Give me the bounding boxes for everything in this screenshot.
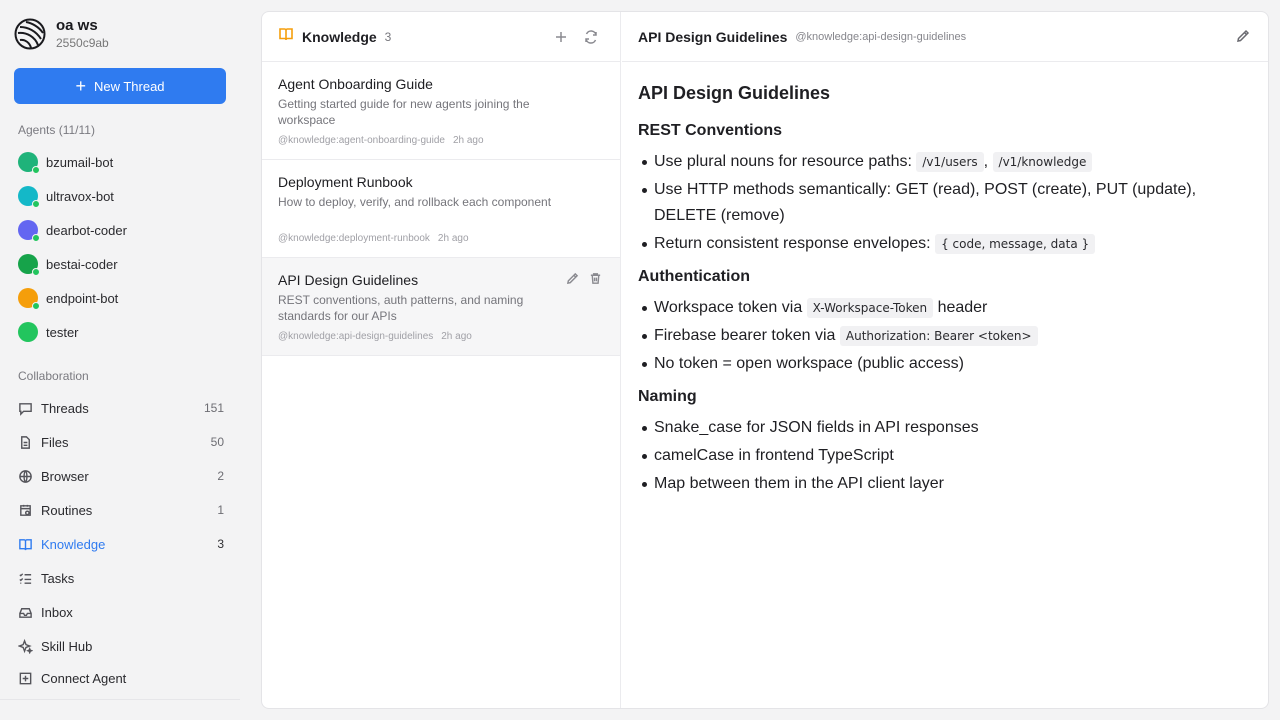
nav-item-knowledge[interactable] <box>18 532 224 556</box>
naming-list <box>638 415 1254 497</box>
nav-count: 3 <box>217 537 224 551</box>
list-item <box>638 231 1254 257</box>
knowledge-item-meta <box>278 135 484 146</box>
sparkle-icon <box>18 639 33 654</box>
knowledge-title: Knowledge <box>302 28 377 45</box>
knowledge-count: 3 <box>384 29 392 44</box>
inline-code: /v1/users <box>916 152 983 172</box>
bullet-text: Return consistent response envelopes: <box>654 235 931 252</box>
nav-label: Tasks <box>41 570 75 586</box>
list-item <box>638 149 1254 175</box>
knowledge-item-time: 2h ago <box>452 135 484 146</box>
agent-avatar <box>18 152 38 172</box>
agent-avatar <box>18 186 38 206</box>
knowledge-item-title: API Design Guidelines <box>278 272 419 288</box>
nav-label: Threads <box>41 400 89 416</box>
agent-name: endpoint-bot <box>46 290 119 306</box>
agent-item-dearbot-coder[interactable] <box>18 218 228 242</box>
new-thread-label: New Thread <box>93 78 165 94</box>
knowledge-item-desc: Getting started guide for new agents joining the workspace <box>278 97 530 127</box>
nav-label: Inbox <box>41 604 73 620</box>
list-item: Snake_case for JSON fields in API responses <box>638 415 1254 441</box>
knowledge-item-selected[interactable] <box>262 258 620 356</box>
edit-document-button[interactable] <box>1236 29 1250 48</box>
auth-list <box>638 295 1254 377</box>
calendar-clock-icon <box>18 503 33 518</box>
plus-square-icon <box>18 671 33 686</box>
knowledge-detail-pane <box>622 12 1269 708</box>
workspace-logo-icon <box>14 18 46 50</box>
list-item: Use HTTP methods semantically: GET (read), POST (create), PUT (update), DELETE (remove) <box>638 177 1254 229</box>
inline-code: { code, message, data } <box>935 234 1095 254</box>
nav-item-tasks[interactable] <box>18 566 224 590</box>
inline-code: Authorization: Bearer <token> <box>840 326 1038 346</box>
trash-icon <box>589 272 602 285</box>
online-status-dot <box>32 200 40 208</box>
knowledge-item-actions <box>566 272 602 290</box>
book-icon <box>278 26 294 47</box>
online-status-dot <box>32 268 40 276</box>
knowledge-item-slug: @knowledge:deployment-runbook <box>278 233 430 244</box>
inbox-icon <box>18 605 33 620</box>
collaboration-section-label: Collaboration <box>18 369 89 383</box>
nav-item-files[interactable] <box>18 430 224 454</box>
workspace-id: 2550c9ab <box>56 36 109 50</box>
knowledge-item-slug: @knowledge:agent-onboarding-guide <box>278 135 445 146</box>
book-icon <box>18 537 33 552</box>
nav-item-connect-agent[interactable] <box>18 666 224 690</box>
section-heading-naming: Naming <box>638 388 697 405</box>
nav-item-threads[interactable] <box>18 396 224 420</box>
refresh-icon <box>584 30 598 44</box>
knowledge-item-meta <box>278 233 469 244</box>
knowledge-list-header <box>262 12 620 62</box>
separator: , <box>983 153 989 170</box>
main-panel <box>261 11 1269 709</box>
agent-name: ultravox-bot <box>46 188 114 204</box>
knowledge-list-pane <box>262 12 621 708</box>
online-status-dot <box>32 302 40 310</box>
doc-heading: API Design Guidelines <box>638 83 831 103</box>
plus-icon <box>554 30 568 44</box>
checklist-icon <box>18 571 33 586</box>
inline-code: X-Workspace-Token <box>807 298 933 318</box>
bullet-text: header <box>937 299 988 316</box>
knowledge-item-time: 2h ago <box>441 331 472 342</box>
nav-count: 151 <box>203 401 224 415</box>
bullet-text: Workspace token via <box>654 299 803 316</box>
refresh-button[interactable] <box>582 28 600 46</box>
section-heading-rest: REST Conventions <box>638 122 783 139</box>
nav-item-browser[interactable] <box>18 464 224 488</box>
agent-item-bzumail-bot[interactable] <box>18 150 228 174</box>
nav-count: 1 <box>217 503 224 517</box>
nav-count: 50 <box>210 435 224 449</box>
agent-item-ultravox-bot[interactable] <box>18 184 228 208</box>
plus-icon: + <box>75 76 86 96</box>
nav-item-skill-hub[interactable] <box>18 634 224 658</box>
bullet-text: Use plural nouns for resource paths: <box>654 153 912 170</box>
list-item: camelCase in frontend TypeScript <box>638 443 1254 469</box>
inline-code: /v1/knowledge <box>993 152 1093 172</box>
nav-label: Connect Agent <box>41 670 127 686</box>
pencil-icon <box>566 272 579 285</box>
agent-item-bestai-coder[interactable] <box>18 252 228 276</box>
pencil-icon <box>1236 29 1250 43</box>
nav-count: 2 <box>217 469 224 483</box>
knowledge-item[interactable] <box>262 160 620 258</box>
nav-label: Routines <box>41 502 93 518</box>
agent-item-tester[interactable] <box>18 320 228 344</box>
bullet-text: Firebase bearer token via <box>654 327 836 344</box>
chat-icon <box>18 401 33 416</box>
nav-label: Browser <box>41 468 89 484</box>
rest-list <box>638 149 1254 257</box>
agent-name: bestai-coder <box>46 256 118 272</box>
workspace-name: oa ws <box>56 17 98 34</box>
knowledge-item[interactable] <box>262 62 620 160</box>
knowledge-item-desc: How to deploy, verify, and rollback each component <box>278 195 552 209</box>
knowledge-item-title: Agent Onboarding Guide <box>278 76 433 92</box>
knowledge-item-desc: REST conventions, auth patterns, and naming standards for our APIs <box>278 293 524 323</box>
file-icon <box>18 435 33 450</box>
list-item: Map between them in the API client layer <box>638 471 1254 497</box>
globe-icon <box>18 469 33 484</box>
list-item <box>638 323 1254 349</box>
agent-item-endpoint-bot[interactable] <box>18 286 228 310</box>
agent-avatar <box>18 322 38 342</box>
agent-avatar <box>18 288 38 308</box>
detail-slug: @knowledge:api-design-guidelines <box>795 30 967 43</box>
knowledge-item-meta <box>278 331 472 342</box>
knowledge-item-title: Deployment Runbook <box>278 174 413 190</box>
knowledge-item-slug: @knowledge:api-design-guidelines <box>278 331 434 342</box>
sidebar <box>0 0 240 720</box>
agent-avatar <box>18 254 38 274</box>
list-item <box>638 295 1254 321</box>
nav-item-inbox[interactable] <box>18 600 224 624</box>
detail-title: API Design Guidelines <box>638 28 788 45</box>
agent-avatar <box>18 220 38 240</box>
online-status-dot <box>32 234 40 242</box>
delete-item-button[interactable] <box>589 272 602 290</box>
new-thread-button[interactable] <box>14 68 226 104</box>
detail-header <box>622 12 1269 62</box>
workspace-switcher[interactable] <box>14 17 109 51</box>
agent-name: tester <box>46 324 79 340</box>
nav-label: Knowledge <box>41 536 106 552</box>
list-item: No token = open workspace (public access) <box>638 351 1254 377</box>
add-knowledge-button[interactable] <box>552 28 570 46</box>
nav-label: Files <box>41 434 69 450</box>
sidebar-divider <box>0 699 240 700</box>
document-body <box>622 62 1269 527</box>
nav-item-routines[interactable] <box>18 498 224 522</box>
agent-name: bzumail-bot <box>46 154 114 170</box>
edit-item-button[interactable] <box>566 272 579 290</box>
nav-label: Skill Hub <box>41 638 93 654</box>
section-heading-auth: Authentication <box>638 268 750 285</box>
online-status-dot <box>32 166 40 174</box>
knowledge-item-time: 2h ago <box>437 233 469 244</box>
agent-name: dearbot-coder <box>46 222 127 238</box>
agents-section-label: Agents (11/11) <box>18 123 95 137</box>
